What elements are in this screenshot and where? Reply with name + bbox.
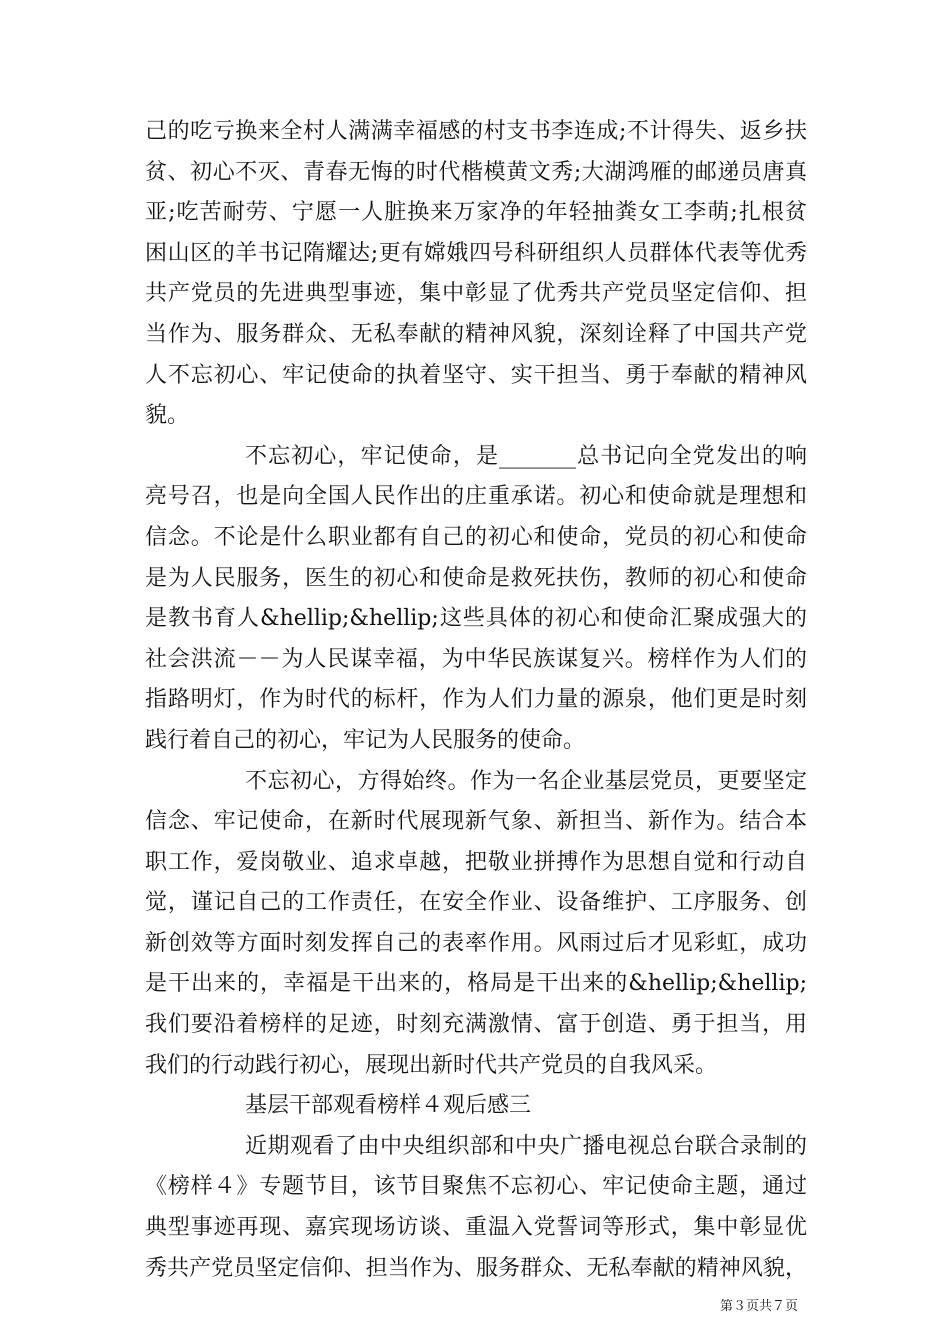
- text-line: 是教书育人&hellip;&hellip;这些具体的初心和使命汇聚成强大的: [145, 606, 807, 632]
- text-line: 近期观看了由中央组织部和中央广播电视总台联合录制的: [245, 1133, 807, 1159]
- paragraph-2: [145, 437, 807, 762]
- text-line: 职工作，爱岗敬业、追求卓越，把敬业拼搏作为思想自觉和行动自: [145, 849, 807, 875]
- paragraph-4: [145, 1127, 807, 1289]
- text-line: 不忘初心，方得始终。作为一名企业基层党员，更要坚定: [245, 768, 807, 794]
- text-line: 贫、初心不灭、青春无悔的时代楷模黄文秀;大湖鸿雁的邮递员唐真: [145, 159, 807, 185]
- document-body: [145, 112, 807, 1289]
- text-line: 信念。不论是什么职业都有自己的初心和使命，党员的初心和使命: [145, 524, 807, 550]
- text-line: 新创效等方面时刻发挥自己的表率作用。风雨过后才见彩虹，成功: [145, 930, 807, 956]
- text-line: 是为人民服务，医生的初心和使命是救死扶伤，教师的初心和使命: [145, 565, 807, 591]
- text-line: 践行着自己的初心，牢记为人民服务的使命。: [145, 727, 586, 753]
- text-line: 秀共产党员坚定信仰、担当作为、服务群众、无私奉献的精神风貌，: [145, 1255, 807, 1281]
- text-line: 信念、牢记使命，在新时代展现新气象、新担当、新作为。结合本: [145, 809, 807, 835]
- text-line: 《榜样４》专题节目，该节目聚焦不忘初心、牢记使命主题，通过: [145, 1174, 807, 1200]
- paragraph-1: [145, 112, 807, 437]
- text-line: 亮号召，也是向全国人民作出的庄重承诺。初心和使命就是理想和: [145, 484, 807, 510]
- text-line: 己的吃亏换来全村人满满幸福感的村支书李连成;不计得失、返乡扶: [145, 119, 807, 144]
- text-line: 共产党员的先进典型事迹，集中彰显了优秀共产党员坚定信仰、担: [145, 281, 807, 307]
- text-line: 困山区的羊书记隋耀达;更有嫦娥四号科研组织人员群体代表等优秀: [145, 240, 807, 266]
- text-line: 亚;吃苦耐劳、宁愿一人脏换来万家净的年轻抽粪女工李萌;扎根贫: [145, 200, 807, 226]
- text-line: 貌。: [145, 403, 190, 429]
- text-line: 不忘初心，牢记使命，是_______总书记向全党发出的响: [245, 443, 807, 469]
- paragraph-3: [145, 762, 807, 1087]
- section-heading: 基层干部观看榜样４观后感三: [245, 1093, 532, 1119]
- text-line: 我们要沿着榜样的足迹，时刻充满激情、富于创造、勇于担当，用: [145, 1012, 807, 1038]
- text-line: 典型事迹再现、嘉宾现场访谈、重温入党誓词等形式，集中彰显优: [145, 1215, 807, 1241]
- text-line: 社会洪流－－为人民谋幸福，为中华民族谋复兴。榜样作为人们的: [145, 646, 807, 672]
- page-number: 第３页共７页: [720, 1299, 799, 1314]
- text-line: 我们的行动践行初心，展现出新时代共产党员的自我风采。: [145, 1052, 718, 1078]
- text-line: 是干出来的，幸福是干出来的，格局是干出来的&hellip;&hellip;: [145, 971, 807, 997]
- text-line: 指路明灯，作为时代的标杆，作为人们力量的源泉，他们更是时刻: [145, 687, 807, 713]
- text-line: 人不忘初心、牢记使命的执着坚守、实干担当、勇于奉献的精神风: [145, 362, 807, 388]
- text-line: 当作为、服务群众、无私奉献的精神风貌，深刻诠释了中国共产党: [145, 321, 807, 347]
- text-line: 觉，谨记自己的工作责任，在安全作业、设备维护、工序服务、创: [145, 890, 807, 916]
